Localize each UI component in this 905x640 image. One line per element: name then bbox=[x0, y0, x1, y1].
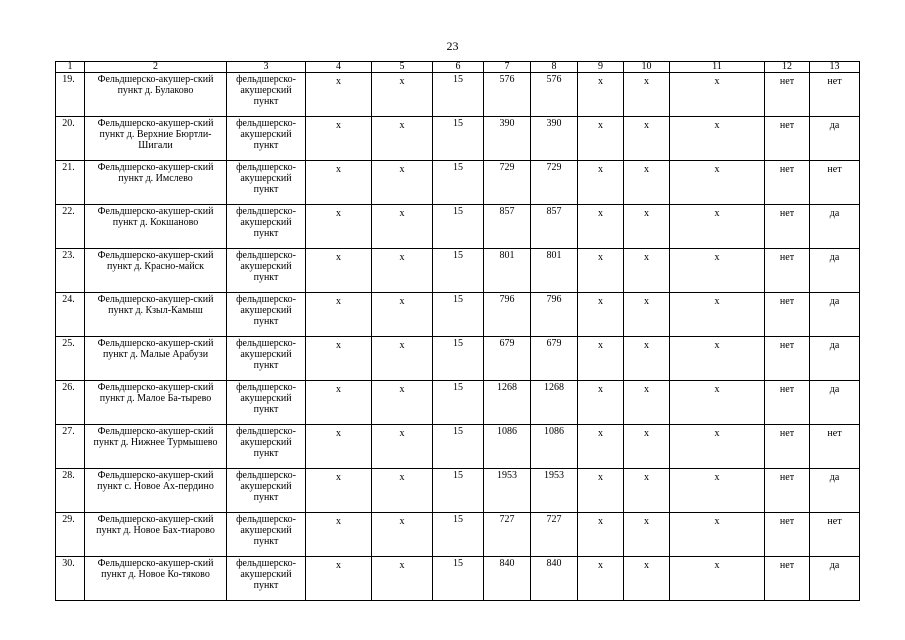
col11-cell: х bbox=[670, 557, 765, 601]
col7-cell: 390 bbox=[484, 117, 531, 161]
col4-cell: х bbox=[306, 513, 372, 557]
column-header: 7 bbox=[484, 62, 531, 73]
col10-cell: х bbox=[624, 557, 670, 601]
row-number-cell: 26. bbox=[56, 381, 85, 425]
col11-cell: х bbox=[670, 337, 765, 381]
facility-name-cell: Фельдшерско-акушер-ский пункт д. Малое Ба-тырево bbox=[85, 381, 227, 425]
col6-cell: 15 bbox=[433, 337, 484, 381]
col8-cell: 729 bbox=[531, 161, 578, 205]
col11-cell: х bbox=[670, 249, 765, 293]
col13-cell: да bbox=[810, 293, 860, 337]
col6-cell: 15 bbox=[433, 205, 484, 249]
facility-name-cell: Фельдшерско-акушер-ский пункт с. Новое Ах-пердино bbox=[85, 469, 227, 513]
facility-name-cell: Фельдшерско-акушер-ский пункт д. Новое Ко-тяково bbox=[85, 557, 227, 601]
table-row bbox=[56, 469, 860, 513]
col7-cell: 679 bbox=[484, 337, 531, 381]
col9-cell: х bbox=[578, 205, 624, 249]
table-row bbox=[56, 73, 860, 117]
col12-cell: нет bbox=[765, 117, 810, 161]
col7-cell: 1086 bbox=[484, 425, 531, 469]
column-header: 9 bbox=[578, 62, 624, 73]
facility-name-cell: Фельдшерско-акушер-ский пункт д. Нижнее Турмышево bbox=[85, 425, 227, 469]
col6-cell: 15 bbox=[433, 469, 484, 513]
col4-cell: х bbox=[306, 557, 372, 601]
column-header: 12 bbox=[765, 62, 810, 73]
col5-cell: х bbox=[372, 513, 433, 557]
col13-cell: да bbox=[810, 381, 860, 425]
col6-cell: 15 bbox=[433, 381, 484, 425]
column-header: 3 bbox=[227, 62, 306, 73]
col5-cell: х bbox=[372, 337, 433, 381]
table-row bbox=[56, 557, 860, 601]
facility-type-cell: фельдшерско-акушерский пункт bbox=[227, 205, 306, 249]
col5-cell: х bbox=[372, 249, 433, 293]
col12-cell: нет bbox=[765, 513, 810, 557]
col13-cell: да bbox=[810, 557, 860, 601]
row-number-cell: 21. bbox=[56, 161, 85, 205]
col4-cell: х bbox=[306, 249, 372, 293]
table-row bbox=[56, 205, 860, 249]
facility-type-cell: фельдшерско-акушерский пункт bbox=[227, 73, 306, 117]
col8-cell: 679 bbox=[531, 337, 578, 381]
col11-cell: х bbox=[670, 469, 765, 513]
facility-type-cell: фельдшерско-акушерский пункт bbox=[227, 161, 306, 205]
facility-type-cell: фельдшерско-акушерский пункт bbox=[227, 249, 306, 293]
col10-cell: х bbox=[624, 205, 670, 249]
col13-cell: нет bbox=[810, 425, 860, 469]
row-number-cell: 19. bbox=[56, 73, 85, 117]
col13-cell: да bbox=[810, 117, 860, 161]
col4-cell: х bbox=[306, 425, 372, 469]
col8-cell: 576 bbox=[531, 73, 578, 117]
col10-cell: х bbox=[624, 381, 670, 425]
facility-type-cell: фельдшерско-акушерский пункт bbox=[227, 381, 306, 425]
col11-cell: х bbox=[670, 513, 765, 557]
col12-cell: нет bbox=[765, 469, 810, 513]
col12-cell: нет bbox=[765, 337, 810, 381]
col9-cell: х bbox=[578, 425, 624, 469]
col4-cell: х bbox=[306, 205, 372, 249]
table-row bbox=[56, 293, 860, 337]
facility-type-cell: фельдшерско-акушерский пункт bbox=[227, 557, 306, 601]
facility-name-cell: Фельдшерско-акушер-ский пункт д. Кзыл-Камыш bbox=[85, 293, 227, 337]
col5-cell: х bbox=[372, 557, 433, 601]
col9-cell: х bbox=[578, 73, 624, 117]
facility-type-cell: фельдшерско-акушерский пункт bbox=[227, 117, 306, 161]
col8-cell: 390 bbox=[531, 117, 578, 161]
col6-cell: 15 bbox=[433, 425, 484, 469]
header-row bbox=[56, 62, 860, 73]
col5-cell: х bbox=[372, 205, 433, 249]
col12-cell: нет bbox=[765, 249, 810, 293]
column-header: 8 bbox=[531, 62, 578, 73]
facility-name-cell: Фельдшерско-акушер-ский пункт д. Имслево bbox=[85, 161, 227, 205]
col10-cell: х bbox=[624, 117, 670, 161]
col5-cell: х bbox=[372, 381, 433, 425]
row-number-cell: 23. bbox=[56, 249, 85, 293]
col10-cell: х bbox=[624, 469, 670, 513]
column-header: 11 bbox=[670, 62, 765, 73]
col5-cell: х bbox=[372, 73, 433, 117]
col12-cell: нет bbox=[765, 293, 810, 337]
table-row bbox=[56, 337, 860, 381]
facility-name-cell: Фельдшерско-акушер-ский пункт д. Верхние Бюртли-Шигали bbox=[85, 117, 227, 161]
col4-cell: х bbox=[306, 293, 372, 337]
facility-type-cell: фельдшерско-акушерский пункт bbox=[227, 513, 306, 557]
col12-cell: нет bbox=[765, 381, 810, 425]
col6-cell: 15 bbox=[433, 249, 484, 293]
table-row bbox=[56, 513, 860, 557]
row-number-cell: 22. bbox=[56, 205, 85, 249]
col10-cell: х bbox=[624, 337, 670, 381]
col7-cell: 801 bbox=[484, 249, 531, 293]
col13-cell: нет bbox=[810, 161, 860, 205]
col7-cell: 1268 bbox=[484, 381, 531, 425]
col10-cell: х bbox=[624, 161, 670, 205]
col4-cell: х bbox=[306, 73, 372, 117]
facility-name-cell: Фельдшерско-акушер-ский пункт д. Красно-майск bbox=[85, 249, 227, 293]
col10-cell: х bbox=[624, 249, 670, 293]
row-number-cell: 29. bbox=[56, 513, 85, 557]
col11-cell: х bbox=[670, 293, 765, 337]
col5-cell: х bbox=[372, 293, 433, 337]
column-header: 10 bbox=[624, 62, 670, 73]
row-number-cell: 30. bbox=[56, 557, 85, 601]
col6-cell: 15 bbox=[433, 73, 484, 117]
col9-cell: х bbox=[578, 513, 624, 557]
column-header: 13 bbox=[810, 62, 860, 73]
facility-name-cell: Фельдшерско-акушер-ский пункт д. Новое Бах-тиарово bbox=[85, 513, 227, 557]
col4-cell: х bbox=[306, 381, 372, 425]
column-header: 2 bbox=[85, 62, 227, 73]
col7-cell: 727 bbox=[484, 513, 531, 557]
table-row bbox=[56, 117, 860, 161]
col6-cell: 15 bbox=[433, 117, 484, 161]
col8-cell: 796 bbox=[531, 293, 578, 337]
facility-type-cell: фельдшерско-акушерский пункт bbox=[227, 469, 306, 513]
row-number-cell: 28. bbox=[56, 469, 85, 513]
row-number-cell: 25. bbox=[56, 337, 85, 381]
row-number-cell: 24. bbox=[56, 293, 85, 337]
col9-cell: х bbox=[578, 469, 624, 513]
col4-cell: х bbox=[306, 337, 372, 381]
col10-cell: х bbox=[624, 425, 670, 469]
col9-cell: х bbox=[578, 249, 624, 293]
col10-cell: х bbox=[624, 73, 670, 117]
col13-cell: нет bbox=[810, 73, 860, 117]
facility-type-cell: фельдшерско-акушерский пункт bbox=[227, 293, 306, 337]
col11-cell: х bbox=[670, 161, 765, 205]
facility-name-cell: Фельдшерско-акушер-ский пункт д. Булаково bbox=[85, 73, 227, 117]
col6-cell: 15 bbox=[433, 293, 484, 337]
col7-cell: 1953 bbox=[484, 469, 531, 513]
col6-cell: 15 bbox=[433, 161, 484, 205]
table-row bbox=[56, 381, 860, 425]
col7-cell: 796 bbox=[484, 293, 531, 337]
col8-cell: 727 bbox=[531, 513, 578, 557]
row-number-cell: 27. bbox=[56, 425, 85, 469]
col9-cell: х bbox=[578, 337, 624, 381]
col12-cell: нет bbox=[765, 73, 810, 117]
col6-cell: 15 bbox=[433, 513, 484, 557]
col5-cell: х bbox=[372, 469, 433, 513]
col4-cell: х bbox=[306, 117, 372, 161]
col8-cell: 840 bbox=[531, 557, 578, 601]
column-header: 4 bbox=[306, 62, 372, 73]
col13-cell: да bbox=[810, 337, 860, 381]
col12-cell: нет bbox=[765, 161, 810, 205]
column-header: 1 bbox=[56, 62, 85, 73]
col13-cell: да bbox=[810, 249, 860, 293]
facility-type-cell: фельдшерско-акушерский пункт bbox=[227, 425, 306, 469]
col11-cell: х bbox=[670, 117, 765, 161]
col6-cell: 15 bbox=[433, 557, 484, 601]
column-header: 5 bbox=[372, 62, 433, 73]
col8-cell: 1086 bbox=[531, 425, 578, 469]
col7-cell: 840 bbox=[484, 557, 531, 601]
col5-cell: х bbox=[372, 161, 433, 205]
col10-cell: х bbox=[624, 513, 670, 557]
col9-cell: х bbox=[578, 381, 624, 425]
column-header: 6 bbox=[433, 62, 484, 73]
col5-cell: х bbox=[372, 117, 433, 161]
page-number: 23 bbox=[446, 39, 459, 53]
col13-cell: да bbox=[810, 205, 860, 249]
facility-type-cell: фельдшерско-акушерский пункт bbox=[227, 337, 306, 381]
facility-name-cell: Фельдшерско-акушер-ский пункт д. Малые Арабузи bbox=[85, 337, 227, 381]
col8-cell: 857 bbox=[531, 205, 578, 249]
col12-cell: нет bbox=[765, 557, 810, 601]
col8-cell: 1953 bbox=[531, 469, 578, 513]
col11-cell: х bbox=[670, 425, 765, 469]
col13-cell: нет bbox=[810, 513, 860, 557]
col11-cell: х bbox=[670, 381, 765, 425]
facility-table bbox=[55, 61, 860, 601]
col10-cell: х bbox=[624, 293, 670, 337]
col5-cell: х bbox=[372, 425, 433, 469]
col13-cell: да bbox=[810, 469, 860, 513]
table-row bbox=[56, 161, 860, 205]
col12-cell: нет bbox=[765, 425, 810, 469]
col4-cell: х bbox=[306, 161, 372, 205]
col7-cell: 857 bbox=[484, 205, 531, 249]
col11-cell: х bbox=[670, 205, 765, 249]
col4-cell: х bbox=[306, 469, 372, 513]
col12-cell: нет bbox=[765, 205, 810, 249]
table-row bbox=[56, 425, 860, 469]
table-row bbox=[56, 249, 860, 293]
col7-cell: 729 bbox=[484, 161, 531, 205]
col9-cell: х bbox=[578, 117, 624, 161]
col9-cell: х bbox=[578, 557, 624, 601]
col8-cell: 801 bbox=[531, 249, 578, 293]
col7-cell: 576 bbox=[484, 73, 531, 117]
col9-cell: х bbox=[578, 161, 624, 205]
col11-cell: х bbox=[670, 73, 765, 117]
facility-name-cell: Фельдшерско-акушер-ский пункт д. Кокшаново bbox=[85, 205, 227, 249]
col8-cell: 1268 bbox=[531, 381, 578, 425]
col9-cell: х bbox=[578, 293, 624, 337]
row-number-cell: 20. bbox=[56, 117, 85, 161]
